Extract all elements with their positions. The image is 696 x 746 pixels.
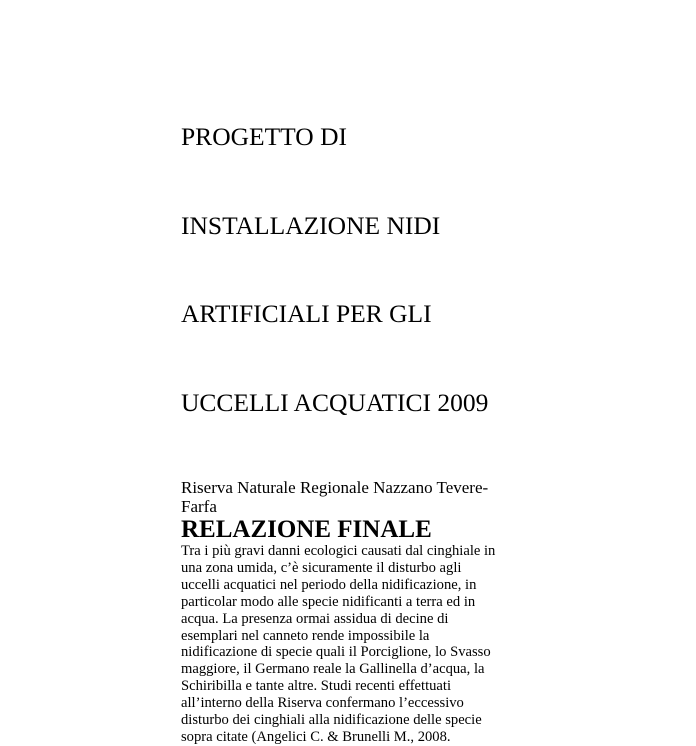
body-line: Schiribilla e tante altre. Studi recenti effettuati (181, 678, 452, 695)
subtitle-line: Farfa (181, 497, 217, 516)
body-line: maggiore, il Germano reale la Gallinella d’acqua, la (181, 661, 485, 678)
title-line: INSTALLAZIONE NIDI (181, 210, 441, 240)
body-line: acqua. La presenza ormai assidua di decine di (181, 610, 449, 627)
body-line: sopra citate (Angelici C. & Brunelli M., 2008. (181, 728, 451, 745)
body-line: nidificazione di specie quali il Porciglione, lo Svasso (181, 644, 491, 661)
document-page (181, 63, 526, 746)
document-subtitle (181, 478, 526, 516)
body-paragraph (181, 543, 516, 746)
body-line: disturbo dei cinghiali alla nidificazione delle specie (181, 712, 482, 729)
title-line: UCCELLI ACQUATICI 2009 (181, 387, 489, 417)
body-line: particolar modo alle specie nidificanti a terra ed in (181, 593, 476, 610)
section-heading: RELAZIONE FINALE (181, 516, 432, 543)
title-line: PROGETTO DI (181, 122, 347, 151)
body-line: esemplari nel canneto rende impossibile la (181, 627, 430, 644)
document-title (181, 63, 526, 476)
subtitle-line: Riserva Naturale Regionale Nazzano Tevere- (181, 478, 489, 497)
body-line: all’interno della Riserva confermano l’eccessivo (181, 695, 464, 712)
title-line: ARTIFICIALI PER GLI (181, 299, 432, 328)
body-line: una zona umida, c’è sicuramente il disturbo agli (181, 559, 462, 576)
body-line: Tra i più gravi danni ecologici causati dal cinghiale in (181, 543, 496, 559)
body-line: uccelli acquatici nel periodo della nidificazione, in (181, 576, 477, 593)
